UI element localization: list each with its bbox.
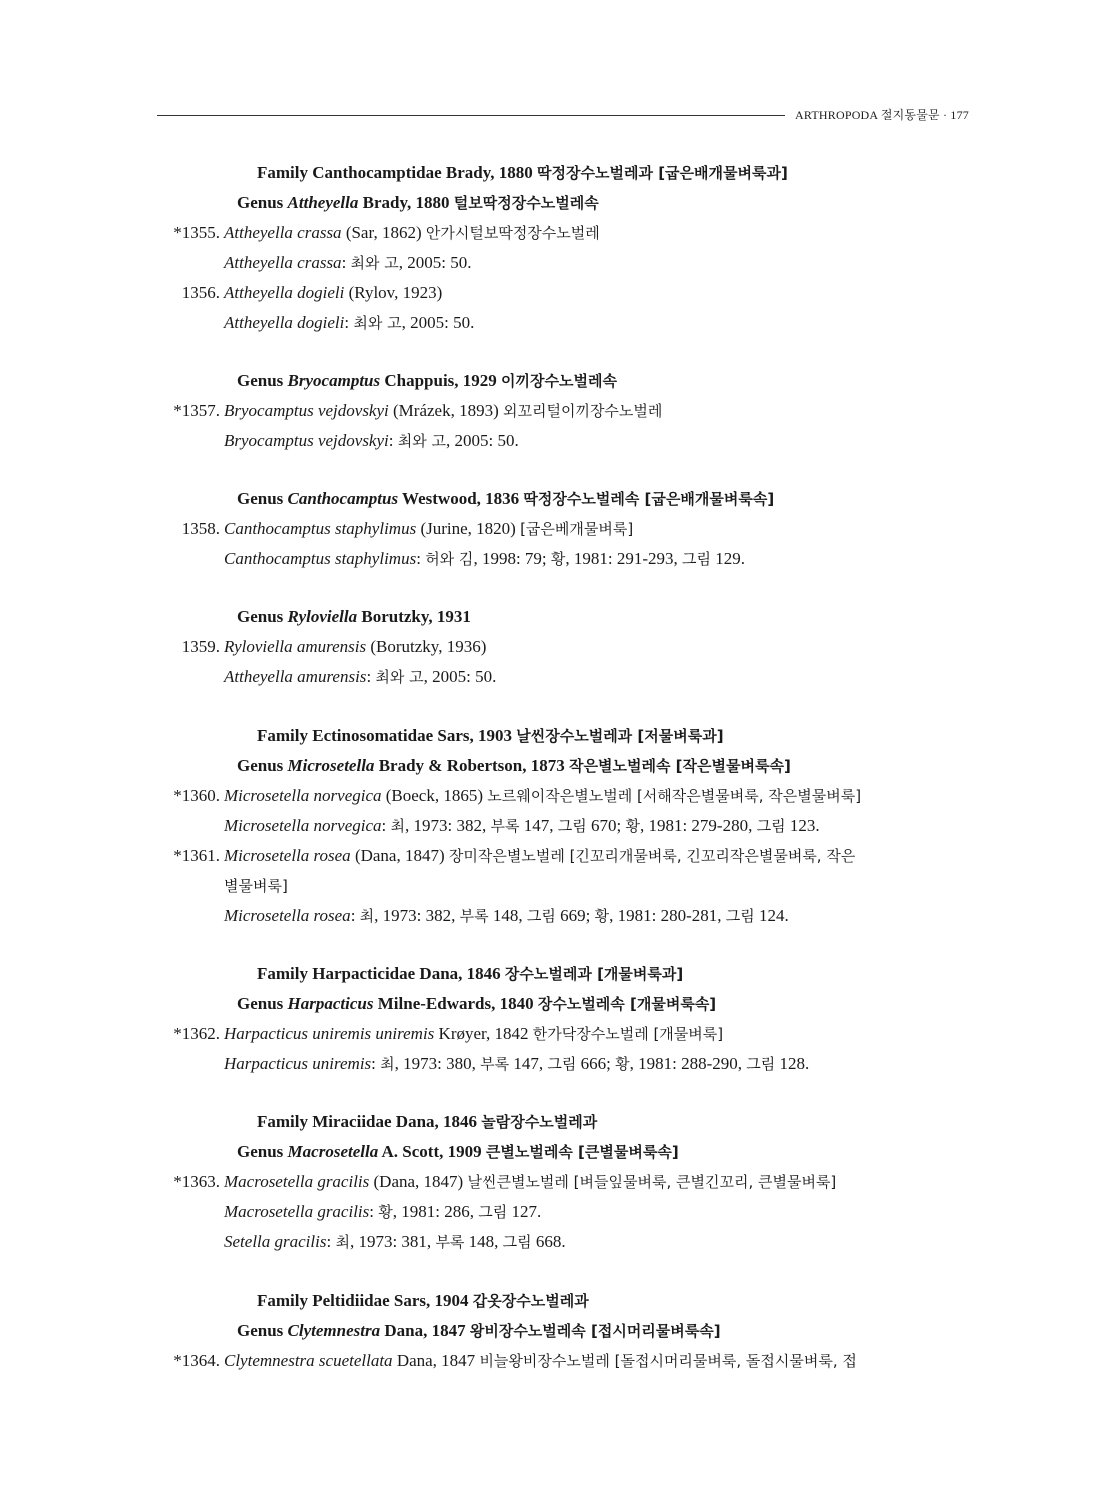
text-run: Dana, 1847 xyxy=(392,1351,480,1370)
species-entry xyxy=(224,518,633,540)
taxon-name: Attheyella xyxy=(287,193,359,212)
genus-heading xyxy=(237,192,599,214)
text-run: Genus xyxy=(237,193,288,212)
korean-text: 장수노벌레과 [개물벼룩과] xyxy=(504,965,684,983)
text-run: 148, xyxy=(488,906,527,925)
entry-number: 1356. xyxy=(181,283,220,302)
taxon-name: Canthocamptus staphylimus xyxy=(224,519,417,538)
korean-text: 최와 고 xyxy=(353,314,402,332)
taxon-name: Attheyella dogieli xyxy=(224,313,345,332)
text-run: 123. xyxy=(785,816,820,835)
korean-text: 황 xyxy=(615,1055,630,1073)
text-run: : xyxy=(371,1054,381,1073)
korean-text: 그림 xyxy=(557,817,587,835)
text-run: Genus xyxy=(237,994,288,1013)
korean-text: 황 xyxy=(594,907,610,925)
korean-text: 장미작은별노벌레 [긴꼬리개물벼룩, 긴꼬리작은별물벼룩, 작은 xyxy=(448,847,856,865)
taxon-name: Bryocamptus vejdovskyi xyxy=(224,401,389,420)
genus-heading xyxy=(237,1320,721,1342)
text-run: 148, xyxy=(464,1232,503,1251)
korean-text: 날씬장수노벌레과 [저물벼룩과] xyxy=(516,727,724,745)
genus-heading xyxy=(237,993,716,1015)
text-run: 669; xyxy=(555,906,595,925)
korean-text: 왕비장수노벌레속 [접시머리물벼룩속] xyxy=(469,1322,721,1340)
species-entry xyxy=(224,636,486,658)
text-run: , 1981: 279-280, xyxy=(639,816,757,835)
genus-heading xyxy=(237,755,791,777)
text-run: (Dana, 1847) xyxy=(350,846,449,865)
korean-text: 그림 xyxy=(478,1203,508,1221)
text-run: , 1973: 381, xyxy=(349,1232,436,1251)
text-run: 128. xyxy=(775,1054,810,1073)
korean-text: 그림 xyxy=(682,550,712,568)
text-run: (Jurine, 1820) xyxy=(416,519,521,538)
korean-text: 부록 xyxy=(480,1055,510,1073)
text-run: Genus xyxy=(237,607,288,626)
text-run: 147, xyxy=(509,1054,548,1073)
text-run: : xyxy=(326,1232,336,1251)
taxon-name: Macrosetella gracilis xyxy=(224,1172,370,1191)
text-run: Genus xyxy=(237,1142,288,1161)
species-entry xyxy=(224,845,855,867)
entry-number: *1362. xyxy=(173,1024,220,1043)
korean-text: 최 xyxy=(335,1233,350,1251)
family-heading xyxy=(257,1111,597,1133)
korean-text: 최 xyxy=(390,817,405,835)
text-run: , 2005: 50. xyxy=(445,431,519,450)
text-run: 666; xyxy=(576,1054,616,1073)
korean-text: 최와 고 xyxy=(375,668,424,686)
korean-text: 노르웨이작은별노벌레 [서해작은별물벼룩, 작은별물벼룩] xyxy=(487,787,862,805)
text-run: , 1981: 286, xyxy=(392,1202,479,1221)
text-run: Westwood, 1836 xyxy=(398,489,524,508)
text-run: : xyxy=(388,431,398,450)
synonym-citation xyxy=(224,1201,541,1223)
taxon-name: Microsetella norvegica xyxy=(224,786,382,805)
running-head: ARTHROPODA 절지동물문 · 177 xyxy=(795,108,969,122)
text-run: , 1973: 382, xyxy=(405,816,491,835)
korean-text: 딱정장수노벌레속 [굽은배개물벼룩속] xyxy=(523,490,775,508)
taxon-name: Microsetella norvegica xyxy=(224,816,382,835)
text-run: (Rylov, 1923) xyxy=(344,283,443,302)
text-run: Milne-Edwards, 1840 xyxy=(373,994,538,1013)
taxon-name: Microsetella rosea xyxy=(224,846,351,865)
text-run: , 1973: 382, xyxy=(374,906,460,925)
text-run: 129. xyxy=(711,549,746,568)
entry-continuation xyxy=(224,875,288,897)
entry-number: *1363. xyxy=(173,1172,220,1191)
korean-text: 최 xyxy=(359,907,375,925)
synonym-citation xyxy=(224,666,496,688)
taxon-name: Attheyella crassa xyxy=(224,223,342,242)
text-run: (Dana, 1847) xyxy=(369,1172,468,1191)
text-run: Dana, 1847 xyxy=(380,1321,470,1340)
taxon-name: Attheyella amurensis xyxy=(224,667,367,686)
korean-text: 한가닥장수노벌레 [개물벼룩] xyxy=(532,1025,724,1043)
taxon-name: Bryocamptus vejdovskyi xyxy=(224,431,389,450)
text-run: Brady, 1880 xyxy=(358,193,454,212)
text-run: 670; xyxy=(586,816,626,835)
text-run: Family Harpacticidae Dana, 1846 xyxy=(257,964,505,983)
korean-text: [굽은베개물벼룩] xyxy=(520,520,634,538)
text-run: Genus xyxy=(237,756,288,775)
species-entry xyxy=(224,400,662,422)
korean-text: 최와 고 xyxy=(350,254,399,272)
species-entry xyxy=(224,1171,836,1193)
text-run: (Sar, 1862) xyxy=(341,223,426,242)
korean-text: 장수노벌레속 [개물벼룩속] xyxy=(537,995,717,1013)
text-run: Family Miraciidae Dana, 1846 xyxy=(257,1112,482,1131)
synonym-citation xyxy=(224,1053,809,1075)
text-run: (Mrázek, 1893) xyxy=(388,401,503,420)
korean-text: 딱정장수노벌레과 [굽은배개물벼룩과] xyxy=(537,164,788,182)
text-run: , 2005: 50. xyxy=(398,253,472,272)
text-run: Chappuis, 1929 xyxy=(380,371,502,390)
family-heading xyxy=(257,162,788,184)
taxon-name: Microsetella rosea xyxy=(224,906,351,925)
taxon-name: Macrosetella xyxy=(287,1142,379,1161)
text-run: , 1998: 79; xyxy=(473,549,551,568)
korean-text: 부록 xyxy=(435,1233,465,1251)
korean-text: 황 xyxy=(378,1203,393,1221)
taxon-name: Clytemnestra scuetellata xyxy=(224,1351,393,1370)
text-run: 668. xyxy=(531,1232,566,1251)
korean-text: 그림 xyxy=(746,1055,776,1073)
text-run: , 1981: 280-281, xyxy=(609,906,726,925)
taxon-name: Canthocamptus staphylimus xyxy=(224,549,417,568)
entry-number: *1360. xyxy=(173,786,220,805)
korean-text: 이끼장수노벌레속 xyxy=(501,372,617,390)
korean-text: 비늘왕비장수노벌레 [돌접시머리물벼룩, 돌접시물벼룩, 접 xyxy=(479,1352,857,1370)
korean-text: 털보딱정장수노벌레속 xyxy=(453,194,599,212)
korean-text: 갑옷장수노벌레과 xyxy=(472,1292,589,1310)
text-run: 127. xyxy=(507,1202,542,1221)
family-heading xyxy=(257,1290,589,1312)
synonym-citation xyxy=(224,252,472,274)
text-run: Brady & Robertson, 1873 xyxy=(374,756,569,775)
synonym-citation xyxy=(224,905,789,927)
text-run: Family Canthocamptidae Brady, 1880 xyxy=(257,163,538,182)
text-run: : xyxy=(381,816,391,835)
entry-number: *1364. xyxy=(173,1351,220,1370)
korean-text: 외꼬리털이끼장수노벌레 xyxy=(503,402,663,420)
synonym-citation xyxy=(224,430,519,452)
text-run: (Borutzky, 1936) xyxy=(366,637,487,656)
taxon-name: Macrosetella gracilis xyxy=(224,1202,370,1221)
korean-text: 허와 김 xyxy=(425,550,474,568)
text-run: : xyxy=(344,313,354,332)
synonym-citation xyxy=(224,548,745,570)
genus-heading xyxy=(237,488,774,510)
text-run: A. Scott, 1909 xyxy=(378,1142,486,1161)
taxon-name: Attheyella crassa xyxy=(224,253,342,272)
taxon-name: Attheyella dogieli xyxy=(224,283,345,302)
text-run: : xyxy=(369,1202,379,1221)
species-entry xyxy=(224,282,442,304)
species-entry xyxy=(224,1023,723,1045)
text-run: , 1981: 288-290, xyxy=(629,1054,747,1073)
korean-text: 큰별노벌레속 [큰별물벼룩속] xyxy=(485,1143,679,1161)
taxon-name: Ryloviella amurensis xyxy=(224,637,367,656)
taxon-name: Setella gracilis xyxy=(224,1232,327,1251)
korean-text: 황 xyxy=(550,550,566,568)
synonym-citation xyxy=(224,1231,566,1253)
text-run: Family Ectinosomatidae Sars, 1903 xyxy=(257,726,517,745)
korean-text: 날씬큰별노벌레 [벼들잎물벼룩, 큰별긴꼬리, 큰별물벼룩] xyxy=(467,1173,837,1191)
text-run: Genus xyxy=(237,1321,288,1340)
korean-text: 작은별노벌레속 [작은별물벼룩속] xyxy=(569,757,791,775)
taxon-name: Harpacticus xyxy=(287,994,374,1013)
korean-text: 그림 xyxy=(502,1233,532,1251)
entry-number: *1361. xyxy=(173,846,220,865)
text-run: Krøyer, 1842 xyxy=(434,1024,533,1043)
taxon-name: Ryloviella xyxy=(287,607,358,626)
text-run: : xyxy=(341,253,351,272)
synonym-citation xyxy=(224,815,820,837)
header-rule xyxy=(157,115,785,116)
family-heading xyxy=(257,963,683,985)
text-run: 147, xyxy=(519,816,558,835)
korean-text: 부록 xyxy=(459,907,489,925)
species-entry xyxy=(224,1350,857,1372)
entry-number: *1355. xyxy=(173,223,220,242)
taxon-name: Harpacticus uniremis xyxy=(224,1054,372,1073)
taxon-name: Harpacticus uniremis uniremis xyxy=(224,1024,435,1043)
species-entry xyxy=(224,222,600,244)
text-run: Borutzky, 1931 xyxy=(357,607,471,626)
genus-heading xyxy=(237,370,617,392)
korean-text: 부록 xyxy=(490,817,520,835)
entry-number: 1359. xyxy=(181,637,220,656)
korean-text: 그림 xyxy=(547,1055,577,1073)
korean-text: 최 xyxy=(380,1055,395,1073)
korean-text: 안가시털보딱정장수노벌레 xyxy=(425,224,600,242)
taxon-name: Canthocamptus xyxy=(287,489,399,508)
korean-text: 그림 xyxy=(526,907,556,925)
text-run: Family Peltidiidae Sars, 1904 xyxy=(257,1291,473,1310)
korean-text: 그림 xyxy=(756,817,786,835)
text-run: , 1973: 380, xyxy=(394,1054,481,1073)
synonym-citation xyxy=(224,312,474,334)
family-heading xyxy=(257,725,724,747)
text-run: : xyxy=(366,667,376,686)
text-run: (Boeck, 1865) xyxy=(381,786,488,805)
taxon-name: Bryocamptus xyxy=(287,371,381,390)
text-run: , 2005: 50. xyxy=(401,313,475,332)
korean-text: 놀람장수노벌레과 xyxy=(481,1113,598,1131)
genus-heading xyxy=(237,606,471,628)
text-run: : xyxy=(416,549,426,568)
entry-number: 1358. xyxy=(181,519,220,538)
text-run: , 1981: 291-293, xyxy=(565,549,683,568)
text-run: Genus xyxy=(237,489,288,508)
species-entry xyxy=(224,785,861,807)
taxon-name: Microsetella xyxy=(287,756,375,775)
taxon-name: Clytemnestra xyxy=(287,1321,381,1340)
text-run: , 2005: 50. xyxy=(423,667,497,686)
text-run: 124. xyxy=(754,906,789,925)
entry-number: *1357. xyxy=(173,401,220,420)
korean-text: 황 xyxy=(625,817,640,835)
text-run: : xyxy=(350,906,360,925)
korean-text: 그림 xyxy=(725,907,755,925)
korean-text: 별물벼룩] xyxy=(224,877,288,895)
genus-heading xyxy=(237,1141,679,1163)
korean-text: 최와 고 xyxy=(397,432,446,450)
text-run: Genus xyxy=(237,371,288,390)
